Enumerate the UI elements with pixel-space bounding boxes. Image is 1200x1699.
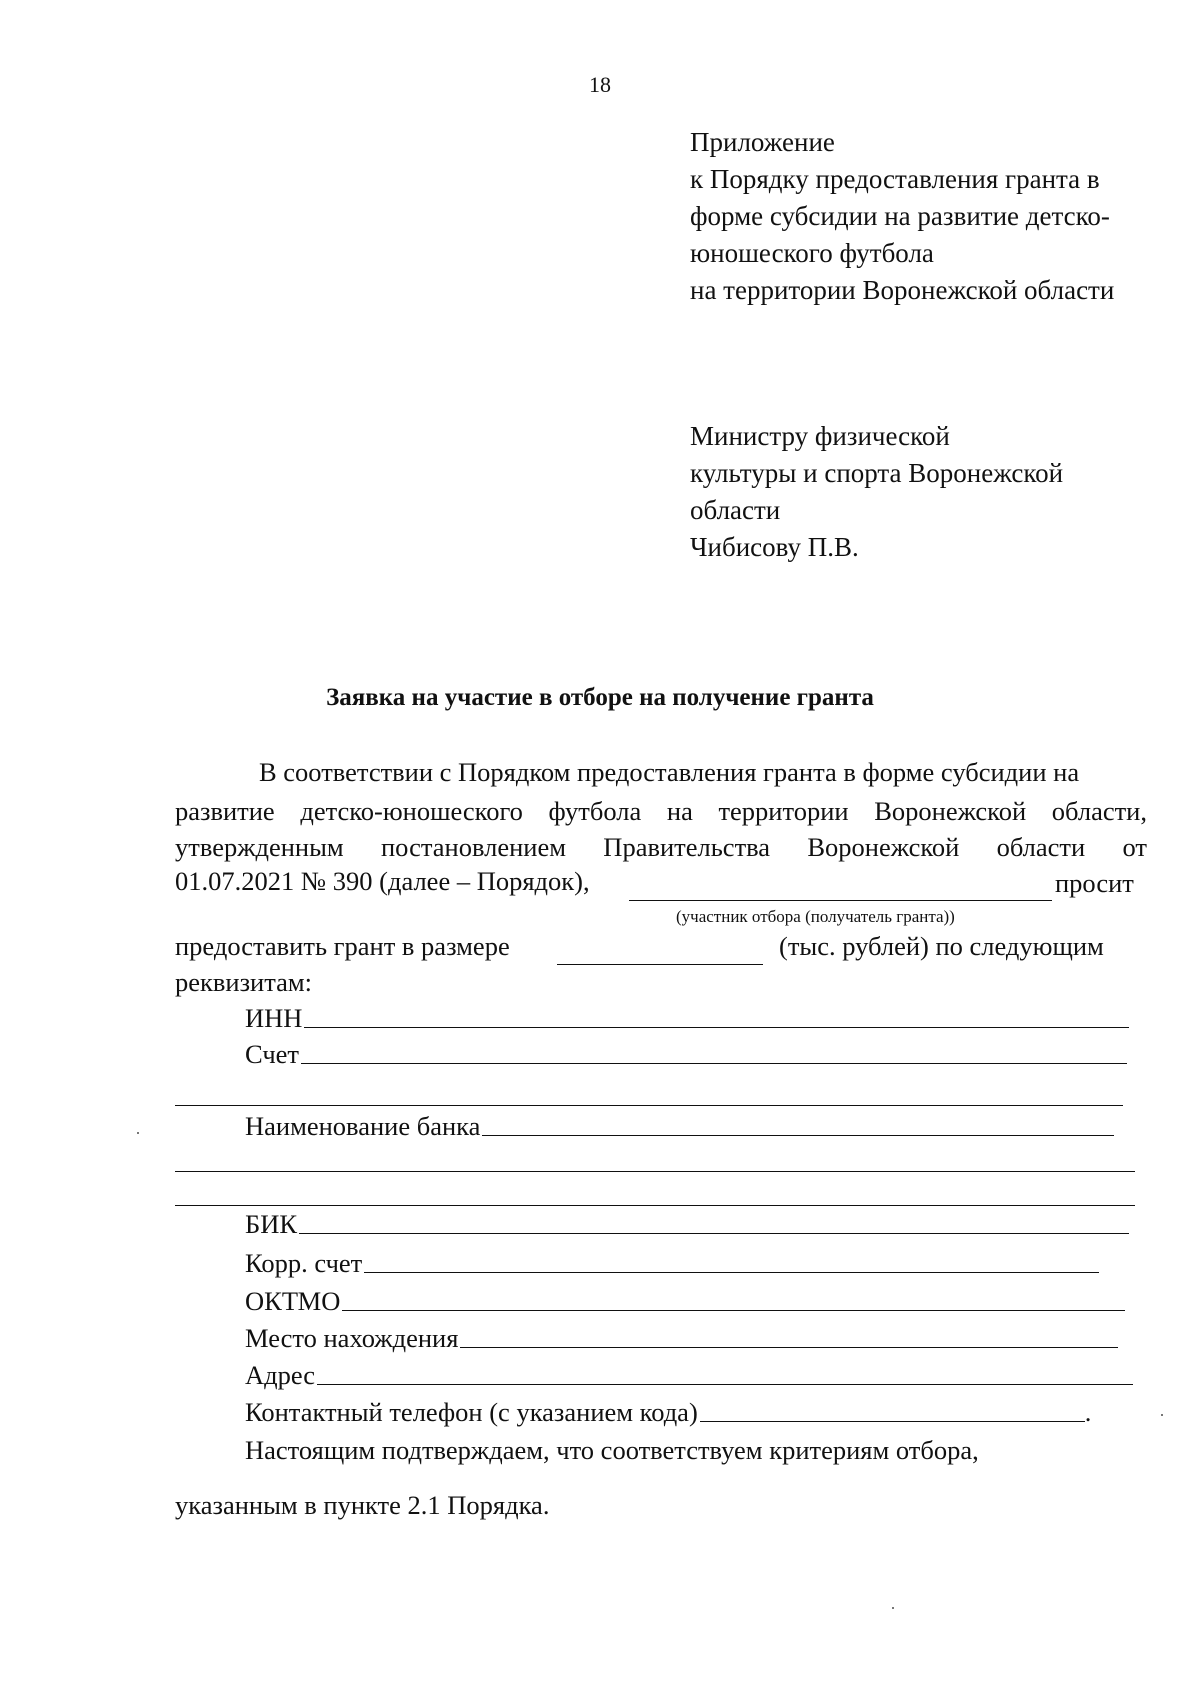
scan-speck	[1161, 1414, 1163, 1416]
account-field[interactable]	[301, 1063, 1127, 1064]
corr-account-field[interactable]	[364, 1272, 1099, 1273]
address-field[interactable]	[317, 1384, 1133, 1385]
intro-line-3: утвержденным постановлением Правительства Воронежской области от	[175, 832, 1147, 862]
bik-label: БИК	[245, 1209, 298, 1239]
location-row	[245, 1323, 1118, 1354]
inn-label: ИНН	[245, 1003, 303, 1033]
address-row	[245, 1360, 1133, 1391]
bank-name-continuation-line-1[interactable]	[175, 1171, 1135, 1172]
addressee-line: Министру физической	[690, 421, 950, 451]
appendix-block	[690, 124, 1114, 309]
account-continuation-line[interactable]	[175, 1105, 1123, 1106]
intro-line-5-start: предоставить грант в размере	[175, 931, 510, 961]
inn-field[interactable]	[304, 1027, 1129, 1028]
intro-line-4-start: 01.07.2021 № 390 (далее – Порядок),	[175, 866, 590, 896]
oktmo-row	[245, 1286, 1125, 1317]
bank-name-continuation-line-2[interactable]	[175, 1205, 1135, 1206]
intro-line-5-end: (тыс. рублей) по следующим	[779, 931, 1104, 961]
appendix-line: Приложение	[690, 127, 835, 157]
bik-row	[245, 1209, 1129, 1240]
participant-blank[interactable]	[629, 900, 1052, 901]
oktmo-label: ОКТМО	[245, 1286, 341, 1316]
page-number: 18	[589, 72, 611, 97]
participant-caption: (участник отбора (получатель гранта))	[676, 907, 955, 926]
intro-line-1: В соответствии с Порядком предоставления гранта в форме субсидии на	[259, 757, 1080, 787]
inn-row	[245, 1003, 1129, 1034]
appendix-line: на территории Воронежской области	[690, 275, 1115, 305]
intro-line-2: развитие детско-юношеского футбола на территории Воронежской области,	[175, 796, 1147, 826]
phone-label: Контактный телефон (с указанием кода)	[245, 1397, 698, 1427]
addressee-line: области	[690, 495, 781, 525]
appendix-line: форме субсидии на развитие детско-	[690, 201, 1110, 231]
scan-speck	[137, 1132, 139, 1134]
appendix-line: к Порядку предоставления гранта в	[690, 164, 1100, 194]
addressee-line: Чибисову П.В.	[690, 532, 859, 562]
address-label: Адрес	[245, 1360, 316, 1390]
intro-line-4-end: просит	[1055, 868, 1134, 898]
location-label: Место нахождения	[245, 1323, 459, 1353]
confirmation-line-2: указанным в пункте 2.1 Порядка.	[175, 1490, 550, 1520]
confirmation-line-1: Настоящим подтверждаем, что соответствуем критериям отбора,	[245, 1435, 979, 1465]
bank-name-row	[245, 1111, 1114, 1142]
bank-name-label: Наименование банка	[245, 1111, 481, 1141]
phone-row	[245, 1397, 1091, 1428]
addressee-line: культуры и спорта Воронежской	[690, 458, 1064, 488]
intro-line-6: реквизитам:	[175, 967, 313, 997]
phone-end-mark: .	[1084, 1397, 1092, 1427]
bank-name-field[interactable]	[482, 1135, 1114, 1136]
grant-amount-blank[interactable]	[557, 964, 763, 965]
bik-field[interactable]	[299, 1233, 1129, 1234]
addressee-block	[690, 418, 1063, 566]
corr-account-label: Корр. счет	[245, 1248, 363, 1278]
document-title: Заявка на участие в отборе на получение гранта	[326, 684, 874, 711]
oktmo-field[interactable]	[342, 1310, 1125, 1311]
account-label: Счет	[245, 1039, 299, 1069]
location-field[interactable]	[460, 1347, 1118, 1348]
phone-field[interactable]	[700, 1421, 1085, 1422]
scan-speck	[892, 1607, 894, 1609]
corr-account-row	[245, 1248, 1099, 1279]
appendix-line: юношеского футбола	[690, 238, 934, 268]
account-row	[245, 1039, 1127, 1070]
